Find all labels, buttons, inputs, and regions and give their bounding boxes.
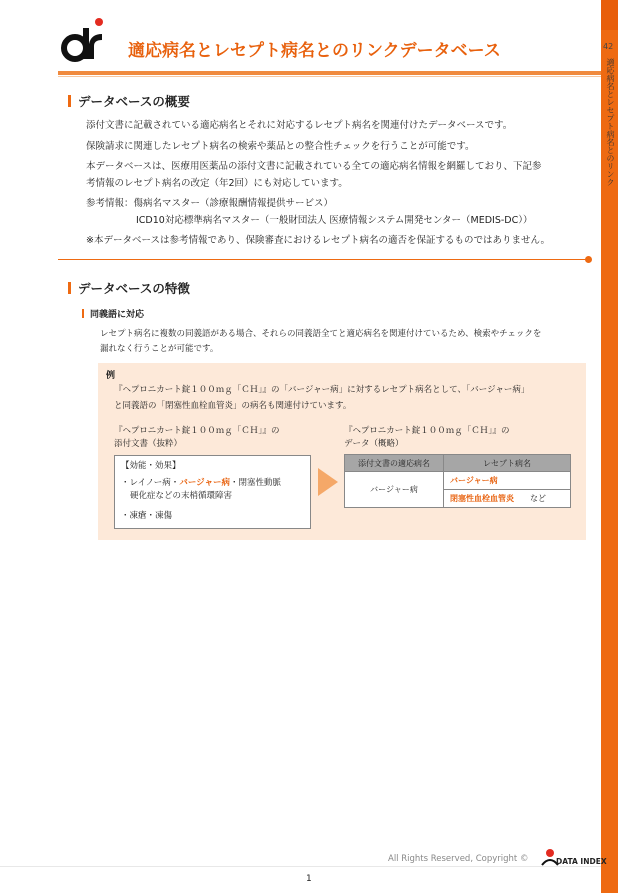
features-paragraph-1: レセプト病名に複数の同義語がある場合、それらの同義語全てと適応病名を関連付けているため、検索やチェックを — [100, 329, 542, 339]
table-cell-receipt-1 — [444, 472, 571, 490]
right-bar-top-block — [601, 0, 618, 30]
excerpt-highlight: バージャー病 — [179, 478, 230, 488]
excerpt-title: 【効能・効果】 — [121, 461, 181, 471]
excerpt-line-1 — [121, 477, 281, 489]
reference-line-2: ICD10対応標準病名マスター（一般財団法人 医療情報システム開発センター（MEDIS-DC）） — [136, 215, 533, 226]
overview-paragraph-1: 添付文書に記載されている適応病名とそれに対応するレセプト病名を関連付けたデータベースです。 — [86, 120, 513, 131]
section-heading-features — [68, 279, 190, 297]
excerpt-line-3: ・凍瘡・凍傷 — [121, 511, 173, 521]
side-vertical-title: 適応病名とレセプト病名とのリンク — [606, 58, 615, 186]
right-arrow-icon — [318, 468, 338, 496]
page-title: 適応病名とレセプト病名とのリンクデータベース — [128, 41, 501, 61]
excerpt-line-1-post: ・閉塞性動脈 — [229, 478, 281, 488]
section-heading-overview-text: データベースの概要 — [78, 94, 190, 109]
right-caption-2: データ（概略） — [344, 439, 404, 449]
section-heading-features-text: データベースの特徴 — [78, 281, 190, 296]
example-text-1: 『ヘプロニカート錠１００ｍｇ「ＣＨ」』の「バージャー病」に対するレセプト病名として、「バージャー病」 — [114, 385, 530, 395]
table-header-row — [345, 455, 571, 472]
sub-heading-bar — [82, 309, 84, 318]
receipt-name-1: バージャー病 — [450, 476, 498, 485]
heading-bar — [68, 95, 71, 107]
table-header-indication: 添付文書の適応病名 — [345, 455, 444, 472]
footer-logo-text: DATA INDEX — [556, 857, 607, 866]
side-page-number: 42 — [603, 42, 614, 51]
sub-heading-synonyms — [82, 307, 144, 320]
page-number: 1 — [306, 874, 312, 884]
overview-paragraph-3a: 本データベースは、医療用医薬品の添付文書に記載されている全ての適応病名情報を網羅しており、下記参 — [86, 161, 542, 172]
sub-heading-synonyms-text: 同義語に対応 — [90, 310, 145, 320]
overview-paragraph-2: 保険請求に関連したレセプト病名の検索や薬品との整合性チェックを行うことが可能です。 — [86, 141, 475, 152]
section-heading-overview — [68, 92, 190, 110]
right-caption-1: 『ヘプロニカート錠１００ｍｇ「ＣＨ」』の — [344, 426, 510, 436]
mapping-table — [344, 454, 571, 508]
example-text-2: と同義語の「閉塞性血栓血管炎」の病名も関連付けています。 — [114, 401, 352, 411]
receipt-name-2: 閉塞性血栓血管炎 — [450, 494, 514, 503]
features-paragraph-2: 漏れなく行うことが可能です。 — [100, 344, 219, 354]
header-underline — [58, 71, 601, 75]
table-cell-indication: バージャー病 — [345, 472, 444, 508]
reference-line-1: 参考情報：傷病名マスター（診療報酬情報提供サービス） — [86, 198, 334, 209]
footer-line — [0, 866, 601, 867]
receipt-etc: など — [530, 494, 546, 503]
heading-bar — [68, 282, 71, 294]
excerpt-line-2: 硬化症などの末梢循環障害 — [130, 491, 233, 501]
header-underline-light — [58, 76, 601, 77]
left-caption-2: 添付文書（抜粋） — [114, 439, 183, 449]
left-caption-1: 『ヘプロニカート錠１００ｍｇ「ＣＨ」』の — [114, 426, 280, 436]
section-divider-dot — [585, 256, 592, 263]
excerpt-line-1-pre: ・レイノー病・ — [121, 478, 180, 488]
disclaimer-note: ※本データベースは参考情報であり、保険審査におけるレセプト病名の適否を保証するものではありません。 — [86, 235, 551, 246]
dr-logo-icon — [58, 16, 108, 66]
example-label: 例 — [106, 371, 116, 381]
table-cell-receipt-2 — [444, 490, 571, 508]
table-row — [345, 472, 571, 490]
overview-paragraph-3b: 考情報のレセプト病名の改定（年2回）にも対応しています。 — [86, 178, 348, 189]
section-divider — [58, 259, 588, 260]
table-header-receipt: レセプト病名 — [444, 455, 571, 472]
copyright-text: All Rights Reserved, Copyright © — [388, 854, 529, 864]
